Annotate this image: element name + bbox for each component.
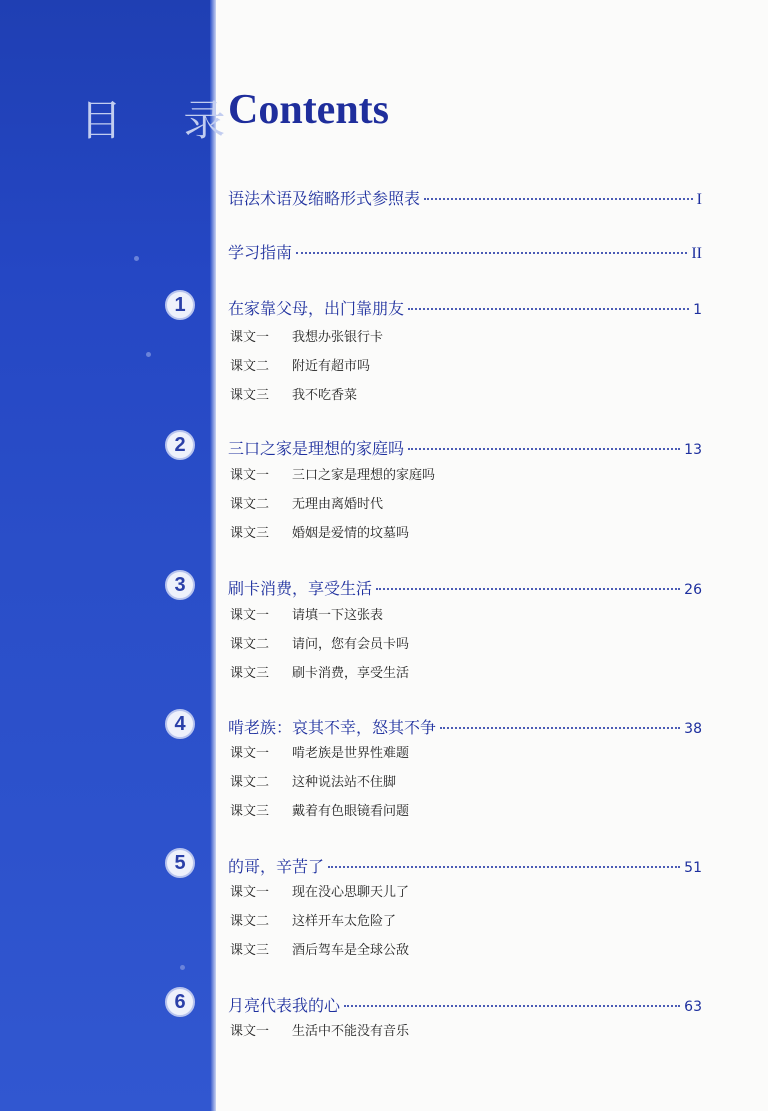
lesson-label: 课文一	[230, 330, 270, 345]
dot-leader	[440, 727, 680, 729]
entry-title: 月亮代表我的心	[228, 996, 341, 1015]
lesson-item[interactable]	[230, 326, 383, 345]
lesson-title: 酒后驾车是全球公敌	[292, 943, 410, 958]
lesson-item[interactable]	[230, 355, 370, 374]
lesson-label: 课文二	[230, 775, 270, 790]
lesson-label: 课文三	[230, 804, 270, 819]
toc-entry-study-guide[interactable]	[228, 240, 702, 263]
lesson-label: 课文一	[230, 468, 270, 483]
lesson-title: 生活中不能没有音乐	[292, 1024, 410, 1039]
lesson-title: 这种说法站不住脚	[292, 775, 397, 790]
toc-entry-grammar-terms[interactable]	[228, 186, 702, 209]
lesson-title: 无理由离婚时代	[292, 497, 384, 512]
lesson-title: 刷卡消费，享受生活	[292, 666, 410, 681]
lesson-label: 课文三	[230, 943, 270, 958]
entry-page: II	[691, 245, 702, 262]
entry-page: 13	[684, 442, 702, 458]
lesson-item[interactable]	[230, 800, 409, 819]
lesson-item[interactable]	[230, 522, 409, 541]
lesson-item[interactable]	[230, 1020, 409, 1039]
unit-number-badge: 5	[165, 848, 195, 878]
entry-title: 三口之家是理想的家庭吗	[228, 439, 405, 458]
lesson-title: 三口之家是理想的家庭吗	[292, 468, 436, 483]
toc-entry-unit-1[interactable]	[228, 296, 702, 319]
lesson-item[interactable]	[230, 771, 396, 790]
entry-title: 学习指南	[228, 243, 293, 262]
toc-entry-unit-3[interactable]	[228, 576, 702, 599]
unit-number-badge: 6	[165, 987, 195, 1017]
lesson-title: 请填一下这张表	[292, 608, 384, 623]
dot-leader	[424, 198, 693, 200]
entry-title: 的哥，辛苦了	[228, 857, 325, 876]
entry-title: 刷卡消费，享受生活	[228, 579, 373, 598]
lesson-item[interactable]	[230, 939, 409, 958]
lesson-label: 课文一	[230, 1024, 270, 1039]
lesson-label: 课文一	[230, 885, 270, 900]
lesson-label: 课文二	[230, 914, 270, 929]
toc-entry-unit-5[interactable]	[228, 854, 702, 877]
lesson-title: 啃老族是世界性难题	[292, 746, 410, 761]
lesson-item[interactable]	[230, 604, 383, 623]
lesson-label: 课文三	[230, 666, 270, 681]
heading-en: Contents	[228, 87, 390, 133]
dot-leader	[328, 866, 680, 868]
lesson-label: 课文二	[230, 497, 270, 512]
toc-entry-unit-4[interactable]	[228, 715, 702, 738]
entry-page: 38	[684, 721, 702, 737]
entry-page: 51	[684, 860, 702, 876]
lesson-title: 请问，您有会员卡吗	[292, 637, 410, 652]
toc-entry-unit-6[interactable]	[228, 993, 702, 1016]
decor-dot	[134, 256, 139, 261]
lesson-item[interactable]	[230, 384, 357, 403]
lesson-label: 课文一	[230, 746, 270, 761]
lesson-label: 课文一	[230, 608, 270, 623]
side-color-band	[0, 0, 214, 1111]
band-edge	[210, 0, 216, 1111]
lesson-title: 婚姻是爱情的坟墓吗	[292, 526, 410, 541]
decor-dot	[146, 352, 151, 357]
unit-number-badge: 2	[165, 430, 195, 460]
lesson-item[interactable]	[230, 464, 435, 483]
lesson-label: 课文二	[230, 359, 270, 374]
lesson-label: 课文三	[230, 388, 270, 403]
lesson-title: 戴着有色眼镜看问题	[292, 804, 410, 819]
toc-entry-unit-2[interactable]	[228, 436, 702, 459]
unit-number-badge: 3	[165, 570, 195, 600]
lesson-item[interactable]	[230, 910, 396, 929]
entry-page: 26	[684, 582, 702, 598]
decor-dot	[180, 965, 185, 970]
dot-leader	[408, 448, 680, 450]
lesson-title: 这样开车太危险了	[292, 914, 397, 929]
lesson-item[interactable]	[230, 662, 409, 681]
entry-page: 63	[684, 999, 702, 1015]
entry-title: 在家靠父母，出门靠朋友	[228, 299, 405, 318]
entry-page: 1	[693, 302, 702, 318]
lesson-label: 课文三	[230, 526, 270, 541]
lesson-title: 我不吃香菜	[292, 388, 358, 403]
lesson-item[interactable]	[230, 881, 409, 900]
unit-number-badge: 1	[165, 290, 195, 320]
lesson-item[interactable]	[230, 742, 409, 761]
dot-leader	[376, 588, 680, 590]
unit-number-badge: 4	[165, 709, 195, 739]
heading-zh: 目 录	[80, 96, 250, 145]
lesson-title: 附近有超市吗	[292, 359, 371, 374]
lesson-label: 课文二	[230, 637, 270, 652]
lesson-title: 现在没心思聊天儿了	[292, 885, 410, 900]
lesson-item[interactable]	[230, 493, 383, 512]
dot-leader	[296, 252, 687, 254]
lesson-item[interactable]	[230, 633, 409, 652]
dot-leader	[344, 1005, 680, 1007]
dot-leader	[408, 308, 689, 310]
lesson-title: 我想办张银行卡	[292, 330, 384, 345]
entry-title: 语法术语及缩略形式参照表	[228, 189, 421, 208]
entry-page: I	[696, 191, 702, 208]
entry-title: 啃老族：哀其不幸，怒其不争	[228, 718, 437, 737]
